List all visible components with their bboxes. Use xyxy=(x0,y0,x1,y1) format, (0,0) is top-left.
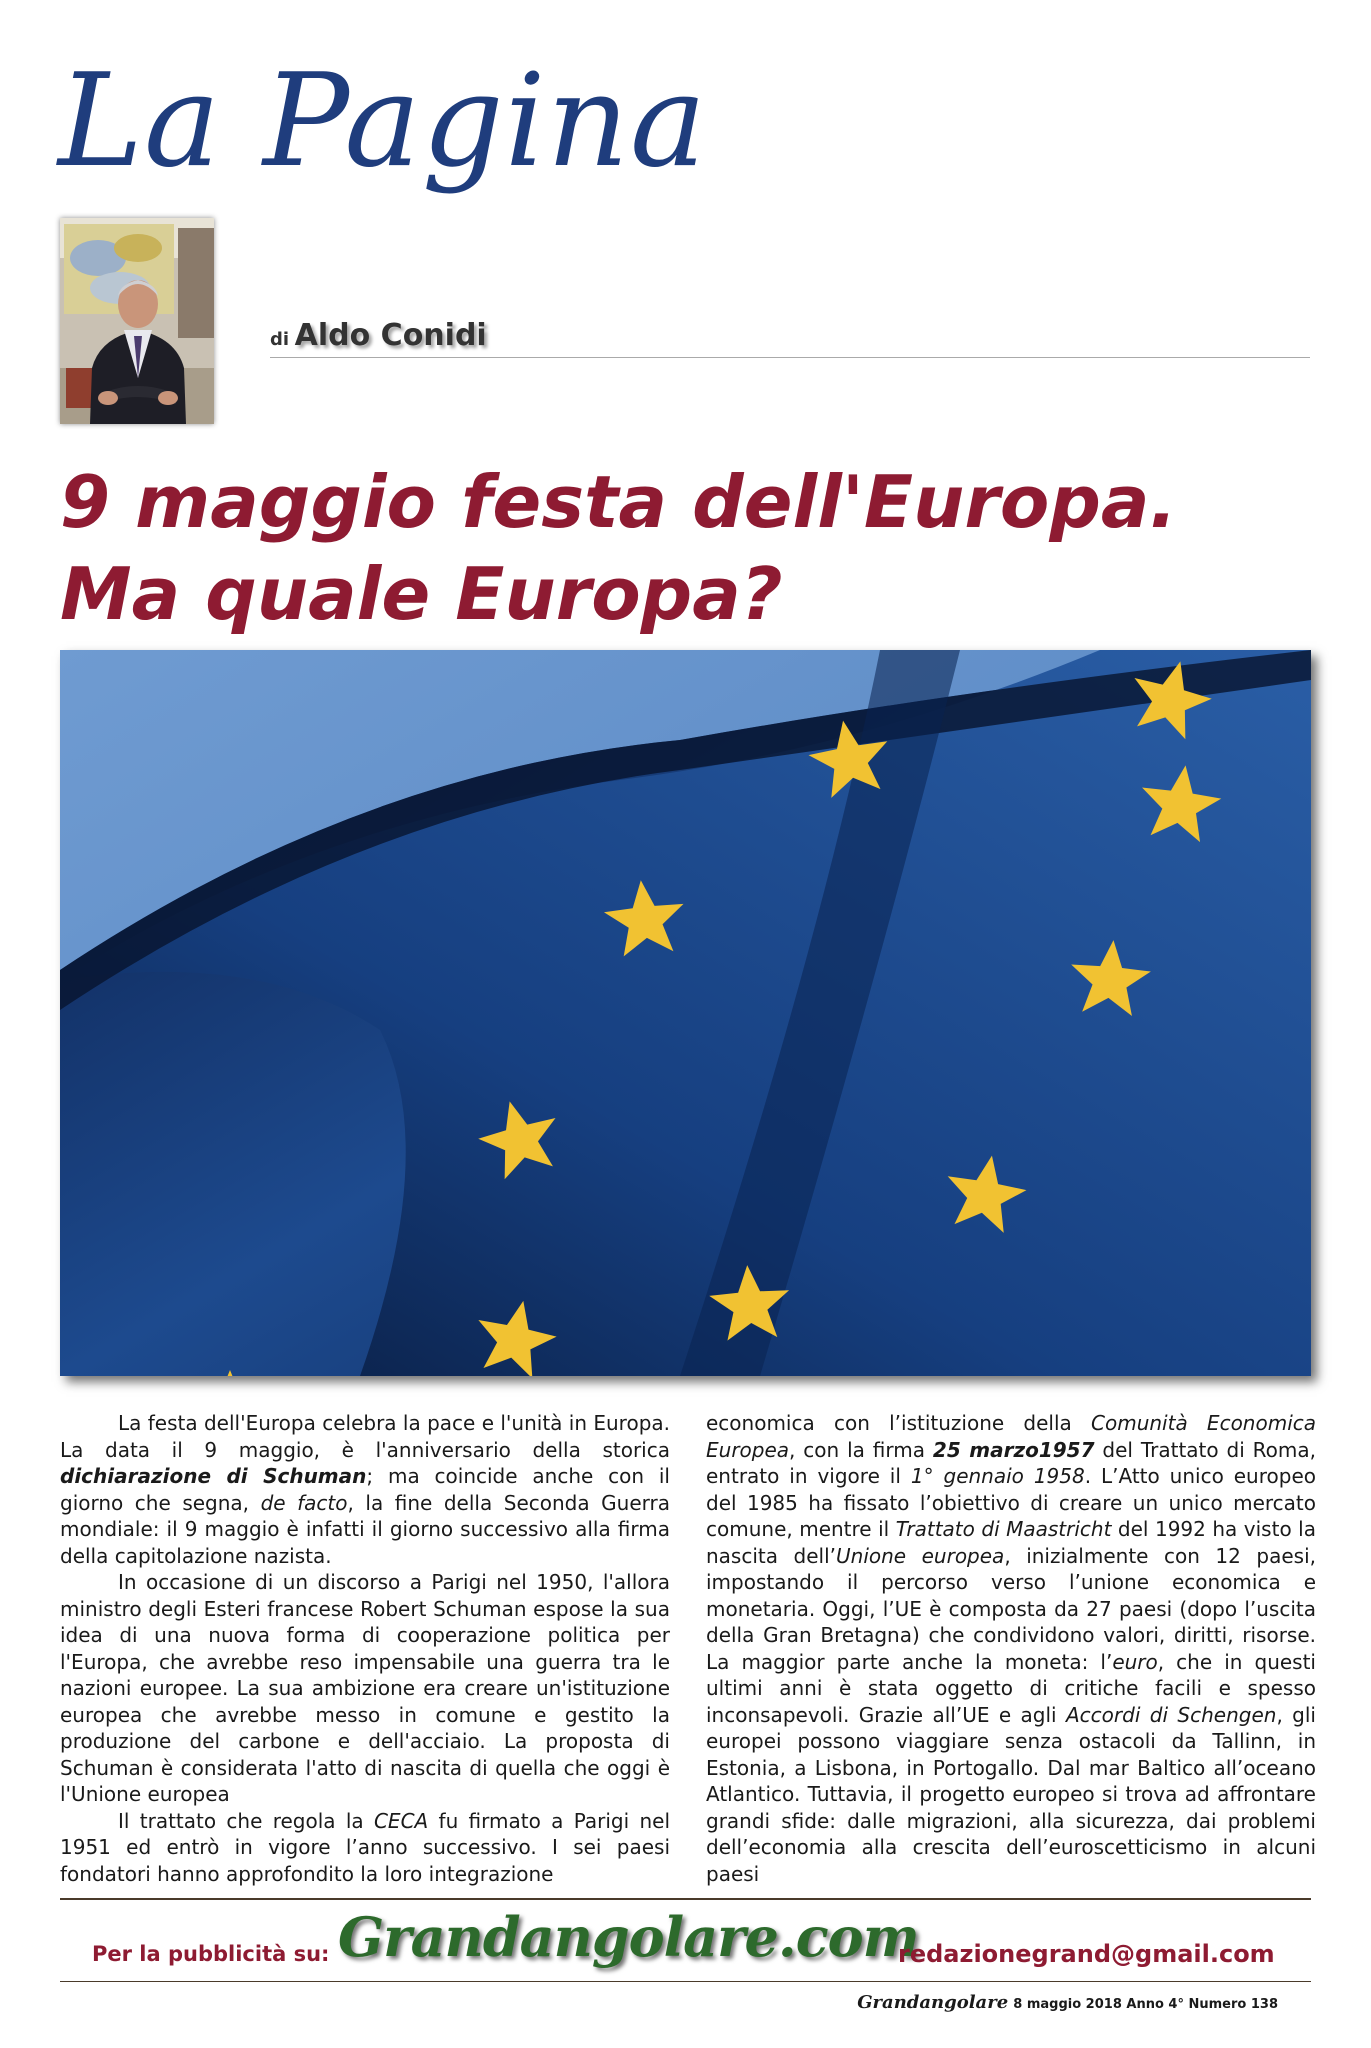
byline xyxy=(270,318,487,353)
byline-divider xyxy=(270,357,1310,358)
emphasis-euro: euro xyxy=(1112,1649,1158,1674)
page-footer xyxy=(857,1992,1278,2013)
text-span: economica con l’istituzione della xyxy=(706,1411,1092,1435)
paragraph-4 xyxy=(706,1410,1316,1887)
article-column-2 xyxy=(706,1410,1316,1887)
text-span: , gli europei possono viaggiare senza ostacoli da Tallinn, in Estonia, a Lisbona, in Portogallo. Dal mar Baltico all’oceano Atlantico. Tuttavia, il progetto europeo si trova ad affrontare grandi sfide: dalle migrazioni, alla sicurezza, dai problemi dell’economia alla crescita dell’euroscetticismo in alcuni paesi xyxy=(706,1702,1316,1886)
text-span: , che in questi ultimi anni è stata oggetto di critiche facili e spesso inconsapevoli. Grazie all’UE e agli xyxy=(706,1649,1316,1727)
ad-label: Per la pubblicità su: xyxy=(92,1942,330,1966)
byline-author: Aldo Conidi xyxy=(294,318,487,353)
ad-divider-bottom xyxy=(60,1981,1311,1982)
masthead-title: La Pagina xyxy=(58,47,708,196)
text-span: , con la firma xyxy=(789,1437,933,1462)
emphasis-schengen: Accordi di Schengen xyxy=(1066,1702,1277,1727)
paragraph-2: In occasione di un discorso a Parigi nel 1950, l'allora ministro degli Esteri francese Robert Schuman espose la sua idea di una nuova forma di cooperazione politica per l'Europa, che avrebbe reso impensabile una guerra tra le nazioni europee. La sua ambizione era creare un'istituzione europea che avrebbe messo in comune e gestito la produzione del carbone e dell'acciaio. La proposta di Schuman è considerata l'atto di nascita di quella che oggi è l'Unione europea xyxy=(60,1570,670,1806)
ad-email-link[interactable]: redazionegrand@gmail.com xyxy=(898,1940,1275,1968)
emphasis-date: 1° gennaio 1958 xyxy=(910,1464,1085,1488)
text-span: del Trattato di Roma, entrato in vigore il xyxy=(706,1437,1317,1488)
emphasis-ue: Unione europea xyxy=(836,1543,1005,1568)
paragraph-1 xyxy=(60,1410,670,1569)
text-span: Il trattato che regola la xyxy=(118,1808,374,1833)
text-span: La festa dell'Europa celebra la pace e l'unità in Europa. La data il 9 maggio, è l'anniversario della storica xyxy=(60,1411,671,1462)
ad-brand-link[interactable]: Grandangolare.com xyxy=(338,1905,919,1969)
footer-meta: 8 maggio 2018 Anno 4° Numero 138 xyxy=(1013,1997,1278,2012)
emphasis-date: 25 marzo1957 xyxy=(932,1437,1095,1462)
footer-brand: Grandangolare xyxy=(857,1992,1009,2013)
emphasis-maastricht: Trattato di Maastricht xyxy=(895,1517,1112,1541)
article-column-1 xyxy=(60,1410,670,1887)
emphasis-de-facto: de facto xyxy=(260,1490,348,1515)
headline-line-2: Ma quale Europa? xyxy=(60,552,783,636)
emphasis-schuman: dichiarazione di Schuman xyxy=(60,1464,367,1488)
emphasis-cee: Comunità Economica Europea xyxy=(706,1411,1317,1462)
text-span: , la fine della Seconda Guerra mondiale: il 9 maggio è infatti il giorno successivo alla firma della capitolazione nazista. xyxy=(60,1490,671,1568)
text-span: fu firmato a Parigi nel 1951 ed entrò in vigore l’anno successivo. I sei paesi fondatori hanno approfondito la loro integrazione xyxy=(60,1808,671,1886)
emphasis-ceca: CECA xyxy=(373,1808,429,1833)
text-span: ; ma coincide anche con il giorno che segna, xyxy=(60,1464,670,1515)
text-span: . L’Atto unico europeo del 1985 ha fissato l’obiettivo di creare un unico mercato comune, mentre il xyxy=(706,1464,1316,1541)
author-photo xyxy=(60,218,214,424)
text-span: , inizialmente con 12 paesi, impostando il percorso verso l’unione economica e monetaria. Oggi, l’UE è composta da 27 paesi (dopo l’uscita della Gran Bretagna) che condividono valori, diritti, risorse. La maggior parte anche la moneta: l’ xyxy=(706,1543,1316,1674)
ad-divider-top xyxy=(60,1898,1311,1900)
paragraph-3 xyxy=(60,1808,670,1888)
eu-flag-photo xyxy=(60,650,1311,1376)
text-span: del 1992 ha visto la nascita dell’ xyxy=(706,1517,1316,1568)
headline xyxy=(60,456,1320,640)
headline-line-1: 9 maggio festa dell'Europa. xyxy=(60,460,1177,544)
byline-prefix: di xyxy=(270,329,290,350)
